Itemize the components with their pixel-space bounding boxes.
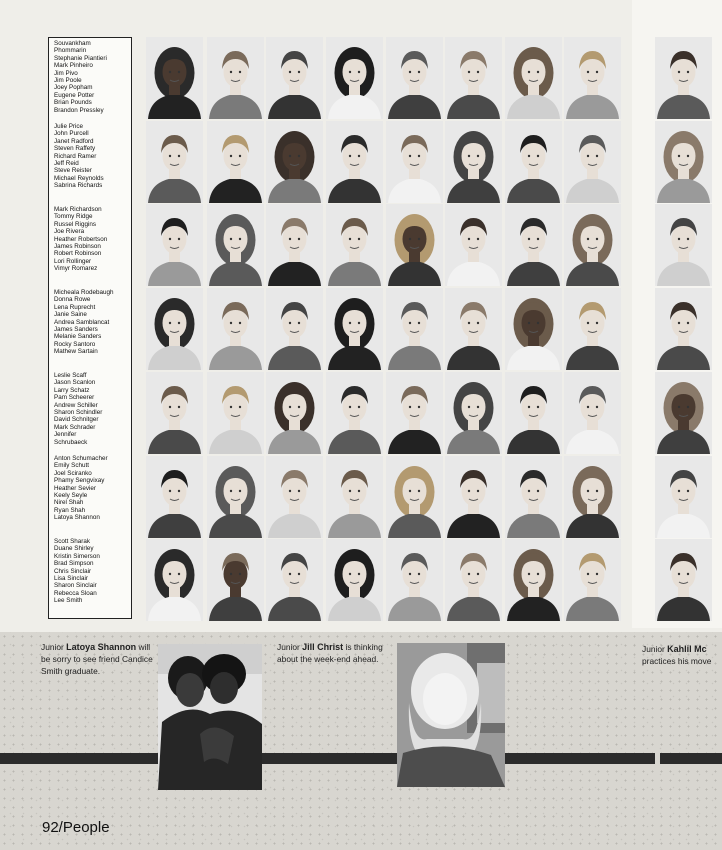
student-name: Rebecca Sloan	[54, 589, 97, 597]
student-portrait	[655, 37, 712, 119]
student-name: Stephanie Piantieri	[54, 54, 107, 62]
student-portrait	[655, 456, 712, 538]
student-name: Andrea Samblancat	[54, 318, 110, 326]
student-portrait	[386, 121, 443, 203]
student-portrait	[207, 456, 264, 538]
student-portrait	[326, 539, 383, 621]
student-name: Latoya Shannon	[54, 514, 100, 522]
student-portrait	[655, 121, 712, 203]
student-portrait	[505, 372, 562, 454]
student-name: Micheala Rodebaugh	[54, 289, 114, 296]
student-portrait	[266, 456, 323, 538]
student-portrait	[505, 204, 562, 286]
candid-photo-hug	[158, 644, 262, 790]
student-name: Schrubaeck	[54, 438, 88, 446]
student-portrait	[207, 288, 264, 370]
student-portrait	[266, 204, 323, 286]
student-name: Rocky Santoro	[54, 340, 96, 348]
name-group	[54, 123, 131, 206]
caption-name: Jill Christ	[302, 642, 344, 652]
student-name: Sabrina Richards	[54, 182, 103, 190]
student-portrait	[266, 121, 323, 203]
student-portrait	[146, 456, 203, 538]
caption-text: will be sorry to see friend Candice Smith graduate.	[41, 642, 153, 676]
student-name: Robert Robinson	[54, 250, 102, 258]
name-group	[54, 455, 131, 538]
student-portrait	[445, 121, 502, 203]
student-portrait	[505, 288, 562, 370]
student-name: Joel Sciranko	[54, 469, 92, 477]
student-portrait	[564, 539, 621, 621]
student-portrait	[386, 288, 443, 370]
student-name: Mark Schrader	[54, 423, 96, 431]
student-name: Pam Scheerer	[54, 394, 95, 402]
student-portrait	[445, 456, 502, 538]
name-group	[54, 538, 131, 621]
student-name: Mark Pinheiro	[54, 62, 93, 70]
student-name: Emily Schutt	[54, 462, 89, 470]
student-name: Mathew Sartain	[54, 348, 98, 356]
student-portrait	[445, 288, 502, 370]
student-portrait	[266, 539, 323, 621]
student-portrait	[207, 121, 264, 203]
student-name: Heather Sevier	[54, 484, 96, 492]
stripe-left	[0, 753, 158, 764]
student-name: Joe Rivera	[54, 228, 85, 236]
student-name: Vimyr Romarez	[54, 265, 98, 273]
student-portrait	[266, 37, 323, 119]
student-name: Michael Reynolds	[54, 174, 104, 182]
student-name: Steve Reister	[54, 167, 92, 175]
student-name: Steven Raffety	[54, 145, 96, 153]
caption-name: Kahlil Mc	[667, 644, 707, 654]
student-portrait	[146, 288, 203, 370]
student-portrait	[564, 456, 621, 538]
stripe-mid	[262, 753, 397, 764]
student-portrait	[146, 539, 203, 621]
student-portrait	[505, 456, 562, 538]
caption-lead: Junior	[277, 642, 303, 652]
student-name: Mark Richardson	[54, 206, 102, 213]
caption-jill	[277, 641, 392, 665]
student-name: Brandon Pressley	[54, 106, 104, 114]
student-portrait	[445, 204, 502, 286]
student-name: Jeff Reid	[54, 160, 79, 168]
student-name: Phamy Sengvixay	[54, 477, 105, 485]
caption-latoya	[41, 641, 159, 677]
student-name: James Robinson	[54, 243, 101, 251]
student-name: Keely Seyle	[54, 492, 88, 500]
student-name: Julie Price	[54, 123, 84, 130]
student-name: Sharon Schindler	[54, 409, 103, 417]
student-portrait	[146, 372, 203, 454]
student-name: Sharon Sinclair	[54, 582, 97, 590]
student-name: Leslie Scaff	[54, 372, 87, 379]
student-portrait	[386, 456, 443, 538]
student-name: John Purcell	[54, 130, 89, 138]
student-portrait	[655, 204, 712, 286]
student-portrait	[655, 372, 712, 454]
student-name: Andrew Schiller	[54, 401, 98, 409]
student-portrait	[207, 204, 264, 286]
student-name: Jim Poole	[54, 77, 82, 85]
name-group	[54, 40, 131, 123]
student-name: Jennifer	[54, 431, 77, 439]
student-name: Larry Schatz	[54, 386, 90, 394]
student-name: Duane Shirley	[54, 545, 94, 553]
student-portrait	[505, 121, 562, 203]
student-portrait	[445, 37, 502, 119]
student-name: Brian Pounds	[54, 99, 92, 107]
caption-lead: Junior	[41, 642, 67, 652]
student-name: Lisa Sinclair	[54, 575, 88, 583]
caption-lead: Junior	[642, 644, 668, 654]
student-portrait	[386, 204, 443, 286]
student-name: Melanie Sanders	[54, 333, 102, 341]
student-portrait	[207, 372, 264, 454]
student-name: Jim Pivo	[54, 69, 78, 77]
name-list	[48, 37, 132, 619]
student-name: Nirel Shah	[54, 499, 84, 507]
student-name: Chris Sinclair	[54, 567, 92, 575]
student-portrait	[386, 372, 443, 454]
student-portrait	[266, 288, 323, 370]
student-portrait	[266, 372, 323, 454]
student-portrait	[207, 539, 264, 621]
student-name: Jason Scanlon	[54, 379, 96, 387]
caption-text: practices his move	[642, 656, 712, 666]
student-name: Lee Smith	[54, 597, 83, 605]
candid-photo-jill	[397, 643, 505, 787]
student-name: Eugene Potter	[54, 91, 95, 99]
student-portrait	[207, 37, 264, 119]
name-group	[54, 289, 131, 372]
student-portrait	[326, 288, 383, 370]
student-portrait	[564, 37, 621, 119]
page-folio: 92/People	[42, 819, 110, 836]
student-name: Tommy Ridge	[54, 213, 93, 221]
student-name: Kristin Simerson	[54, 552, 100, 560]
student-name: Scott Sharak	[54, 538, 91, 545]
student-portrait	[564, 372, 621, 454]
name-group	[54, 206, 131, 289]
student-portrait	[505, 539, 562, 621]
student-name: Lori Rollinger	[54, 257, 92, 265]
student-portrait	[564, 288, 621, 370]
student-name: Janet Radford	[54, 137, 94, 145]
student-name: David Schnitger	[54, 416, 99, 424]
student-portrait	[386, 539, 443, 621]
caption-kahlil	[642, 643, 722, 667]
student-name: Ryan Shah	[54, 506, 86, 514]
student-name: Anton Schumacher	[54, 455, 108, 462]
student-name: Brad Simpson	[54, 560, 94, 568]
student-portrait	[655, 539, 712, 621]
student-name: Souvankham	[54, 40, 91, 47]
stripe-far	[660, 753, 722, 764]
student-portrait	[445, 372, 502, 454]
student-portrait	[146, 37, 203, 119]
student-name: Russel Riggins	[54, 220, 96, 228]
student-portrait	[564, 121, 621, 203]
name-group	[54, 372, 131, 455]
student-portrait	[505, 37, 562, 119]
student-name: Lena Ruprecht	[54, 303, 96, 311]
student-portrait	[445, 539, 502, 621]
student-name: James Sanders	[54, 326, 98, 334]
student-name: Heather Robertson	[54, 235, 108, 243]
student-portrait	[326, 204, 383, 286]
student-portrait	[564, 204, 621, 286]
student-portrait	[326, 456, 383, 538]
student-name: Donna Rowe	[54, 296, 91, 304]
student-portrait	[386, 37, 443, 119]
student-portrait	[326, 121, 383, 203]
student-name: Janie Saine	[54, 311, 87, 319]
student-portrait	[326, 372, 383, 454]
caption-name: Latoya Shannon	[66, 642, 137, 652]
student-portrait	[655, 288, 712, 370]
student-name: Phommarin	[54, 47, 87, 55]
student-name: Richard Ramer	[54, 152, 97, 160]
student-portrait	[146, 121, 203, 203]
student-portrait	[326, 37, 383, 119]
caption-text: is thinking about the week-end ahead.	[277, 642, 383, 664]
stripe-right	[505, 753, 655, 764]
student-name: Joey Popham	[54, 84, 93, 92]
student-portrait	[146, 204, 203, 286]
